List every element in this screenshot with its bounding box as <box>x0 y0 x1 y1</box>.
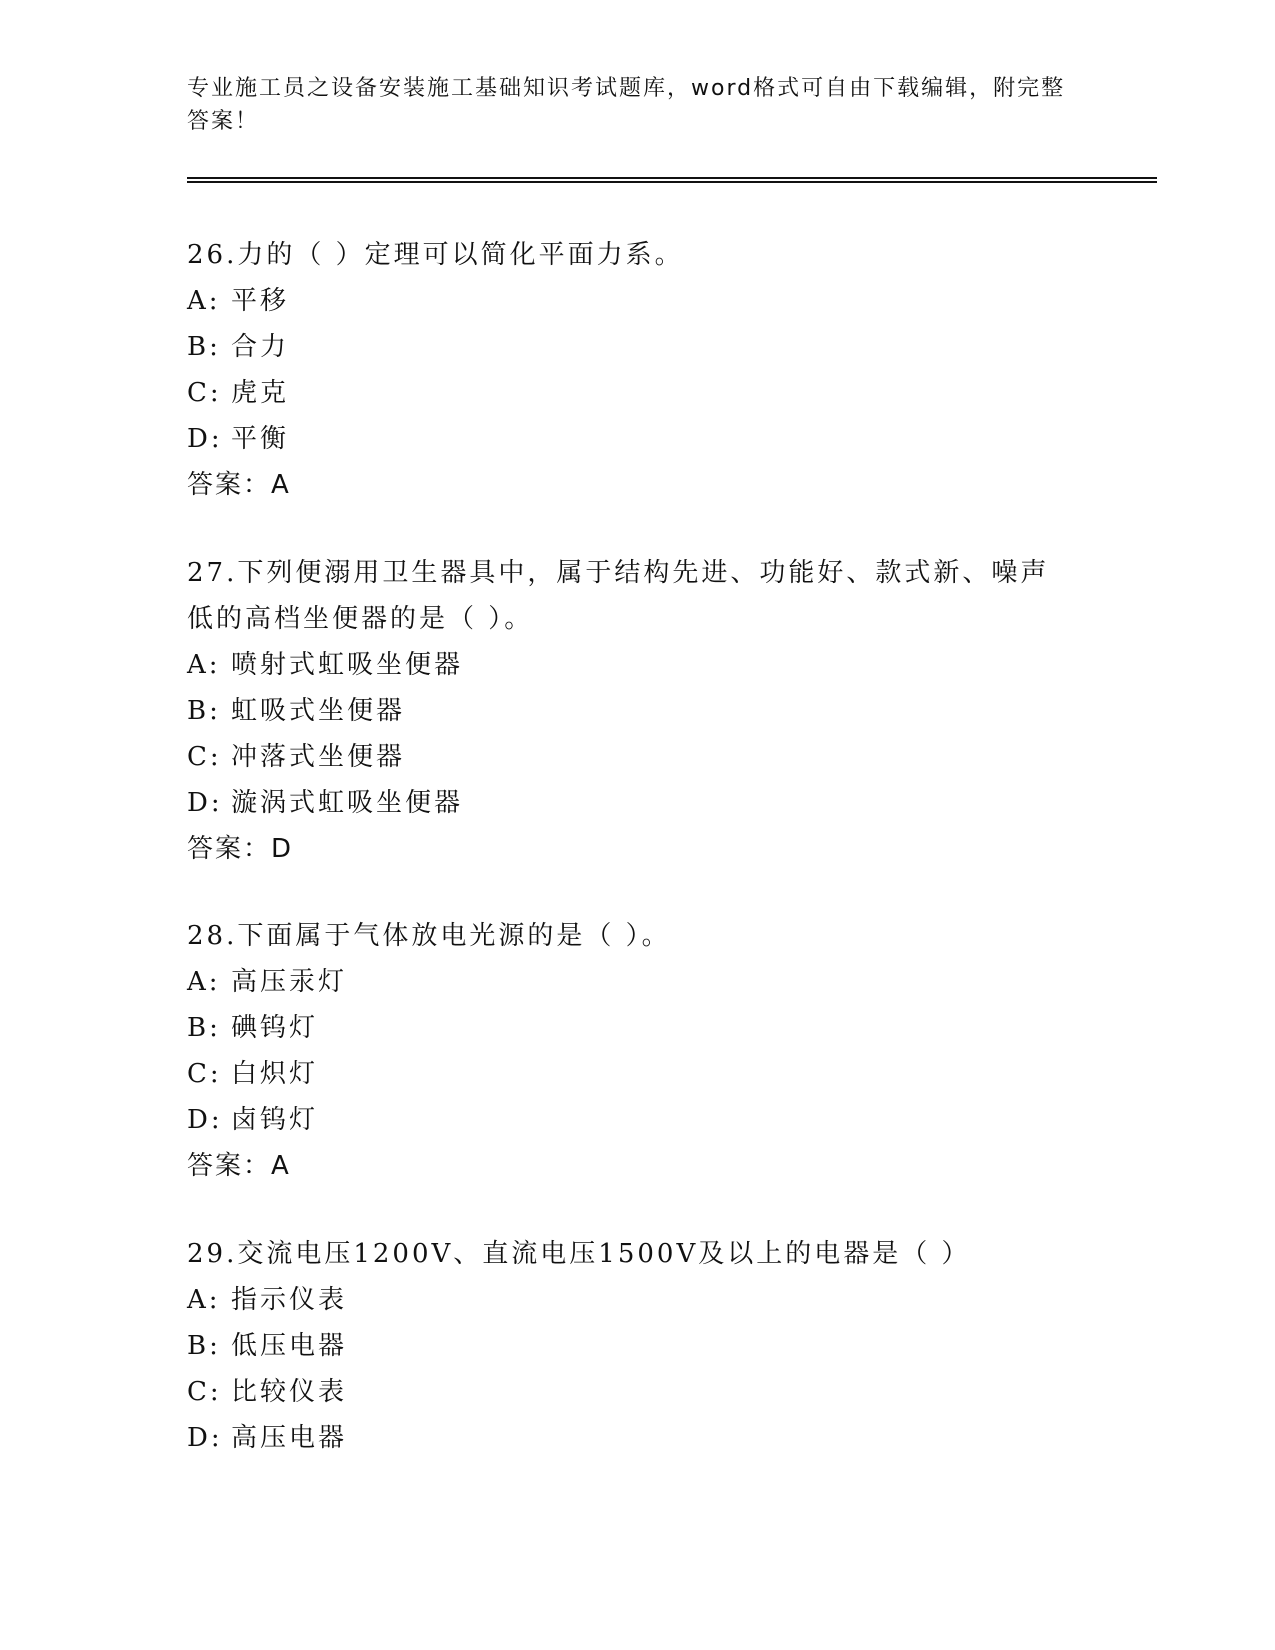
question-stem: 26.力的（ ）定理可以简化平面力系。 <box>187 240 684 270</box>
question-stem: 29.交流电压1200V、直流电压1500V及以上的电器是（ ） <box>187 1239 971 1269</box>
option-key: D: <box>187 1105 223 1135</box>
option-key: A: <box>187 1285 221 1315</box>
option-a <box>187 1277 1087 1323</box>
question-stem: 27.下列便溺用卫生器具中，属于结构先进、功能好、款式新、噪声低的高档坐便器的是（ ）。 <box>187 558 1050 634</box>
option-text: 高压电器 <box>231 1423 348 1453</box>
option-d <box>187 1415 1087 1461</box>
option-key: C: <box>187 1377 222 1407</box>
option-key: B: <box>187 1331 221 1361</box>
option-a <box>187 278 1087 324</box>
answer: 答案：A <box>187 470 291 500</box>
option-d <box>187 1097 1087 1143</box>
option-key: C: <box>187 742 222 772</box>
option-c <box>187 370 1087 416</box>
answer: 答案：A <box>187 1151 291 1181</box>
option-text: 喷射式虹吸坐便器 <box>231 650 464 680</box>
option-key: D: <box>187 424 223 454</box>
document-header: 专业施工员之设备安装施工基础知识考试题库，word格式可自由下载编辑，附完整答案！ <box>187 76 1066 134</box>
option-key: D: <box>187 1423 223 1453</box>
option-d <box>187 416 1087 462</box>
option-key: B: <box>187 1013 221 1043</box>
option-d <box>187 780 1087 826</box>
option-key: A: <box>187 286 221 316</box>
option-a <box>187 959 1087 1005</box>
option-text: 白炽灯 <box>231 1059 319 1089</box>
answer: 答案：D <box>187 834 294 864</box>
option-text: 虎克 <box>231 378 290 408</box>
option-text: 虹吸式坐便器 <box>231 696 406 726</box>
option-c <box>187 734 1087 780</box>
option-key: A: <box>187 967 221 997</box>
option-key: C: <box>187 1059 222 1089</box>
option-key: C: <box>187 378 222 408</box>
option-text: 冲落式坐便器 <box>231 742 406 772</box>
option-text: 漩涡式虹吸坐便器 <box>231 788 464 818</box>
option-text: 平移 <box>231 286 290 316</box>
option-b <box>187 324 1087 370</box>
option-text: 比较仪表 <box>231 1377 348 1407</box>
option-key: B: <box>187 332 221 362</box>
header-divider-bottom <box>187 181 1157 183</box>
option-b <box>187 688 1087 734</box>
question-27 <box>187 550 1087 872</box>
option-text: 平衡 <box>231 424 290 454</box>
option-text: 碘钨灯 <box>231 1013 319 1043</box>
option-text: 高压汞灯 <box>231 967 348 997</box>
question-stem: 28.下面属于气体放电光源的是（ ）。 <box>187 921 671 951</box>
option-text: 卤钨灯 <box>231 1105 319 1135</box>
question-26 <box>187 232 1087 508</box>
header-divider-top <box>187 177 1157 179</box>
option-b <box>187 1005 1087 1051</box>
option-text: 合力 <box>231 332 290 362</box>
option-text: 低压电器 <box>231 1331 348 1361</box>
option-b <box>187 1323 1087 1369</box>
option-key: D: <box>187 788 223 818</box>
question-28 <box>187 913 1087 1189</box>
option-c <box>187 1051 1087 1097</box>
question-29 <box>187 1231 1087 1461</box>
option-c <box>187 1369 1087 1415</box>
option-a <box>187 642 1087 688</box>
option-text: 指示仪表 <box>231 1285 348 1315</box>
option-key: A: <box>187 650 221 680</box>
option-key: B: <box>187 696 221 726</box>
